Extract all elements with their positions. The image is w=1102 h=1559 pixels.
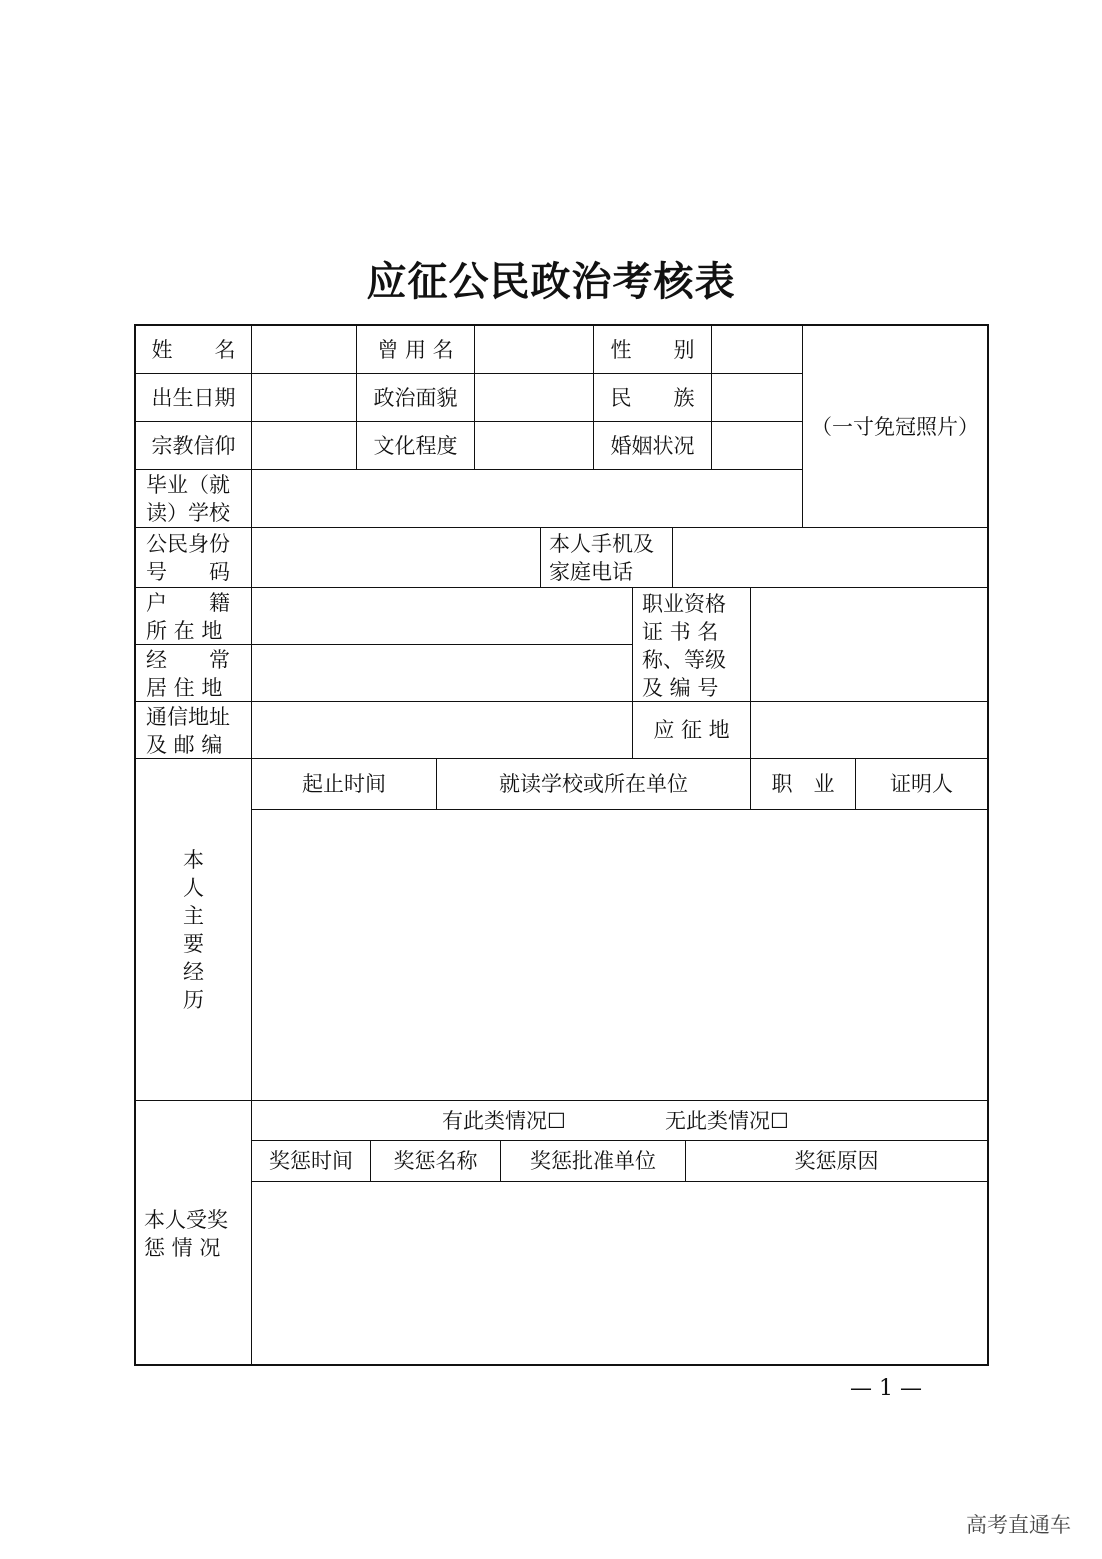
field-birth-date[interactable] [252, 374, 356, 421]
label-cert-line2: 证 书 名 [642, 620, 719, 644]
label-cert-line3: 称、等级 [642, 648, 726, 672]
label-experience-char: 要 [183, 931, 204, 956]
field-certificate[interactable] [751, 588, 987, 701]
header-award-unit: 奖惩批准单位 [530, 1149, 656, 1173]
label-id-number [146, 530, 240, 586]
header-witness: 证明人 [890, 772, 953, 796]
label-gender: 性 别 [610, 337, 695, 362]
label-awards-line1: 本人受奖 [144, 1208, 228, 1232]
label-political-status: 政治面貌 [373, 385, 458, 410]
table-border-bottom [134, 1364, 989, 1366]
grid-line [540, 527, 541, 588]
label-former-name: 曾 用 名 [377, 337, 454, 362]
label-cert-line1: 职业资格 [642, 592, 726, 616]
label-residence-line2: 居 住 地 [146, 675, 223, 700]
label-school-line2: 读）学校 [146, 501, 230, 525]
field-hukou[interactable] [252, 588, 632, 644]
label-address-line1: 通信地址 [146, 704, 230, 729]
label-awards-line2: 惩 情 况 [144, 1236, 221, 1260]
label-ethnicity: 民 族 [610, 385, 695, 410]
header-award-name: 奖惩名称 [393, 1149, 478, 1173]
field-phone[interactable] [673, 528, 987, 587]
label-religion: 宗教信仰 [151, 433, 236, 458]
header-occupation: 职 业 [771, 772, 835, 796]
field-experience[interactable] [252, 810, 987, 1100]
field-id-number[interactable] [252, 528, 540, 587]
label-address [146, 703, 240, 758]
field-ethnicity[interactable] [712, 374, 802, 421]
field-gender[interactable] [712, 326, 802, 373]
label-education: 文化程度 [373, 433, 458, 458]
field-school[interactable] [252, 470, 802, 527]
page-number: — 1 — [850, 1376, 922, 1401]
label-marital-status: 婚姻状况 [610, 433, 695, 458]
field-former-name[interactable] [475, 326, 593, 373]
field-awards[interactable] [252, 1182, 987, 1364]
label-experience-char: 人 [183, 875, 204, 900]
label-phone-line1: 本人手机及 [549, 532, 654, 556]
label-residence [146, 646, 240, 701]
label-hukou-line2: 所 在 地 [146, 618, 223, 643]
field-religion[interactable] [252, 422, 356, 469]
field-education[interactable] [475, 422, 593, 469]
label-phone [549, 530, 665, 586]
label-experience [136, 759, 251, 1100]
label-cert-line4: 及 编 号 [642, 676, 719, 700]
field-marital-status[interactable] [712, 422, 802, 469]
label-experience-char: 本 [183, 847, 204, 872]
field-political-status[interactable] [475, 374, 593, 421]
label-enlist-place: 应 征 地 [653, 718, 730, 742]
label-name: 姓 名 [151, 337, 236, 362]
label-awards [144, 1206, 242, 1262]
label-phone-line2: 家庭电话 [549, 560, 633, 584]
label-certificate [642, 590, 740, 702]
header-school-or-employer: 就读学校或所在单位 [499, 772, 688, 796]
label-school [146, 472, 240, 526]
label-school-line1: 毕业（就 [146, 473, 230, 497]
field-name[interactable] [252, 326, 356, 373]
field-address[interactable] [252, 702, 632, 758]
header-award-reason: 奖惩原因 [794, 1149, 879, 1173]
label-id-line2: 号 码 [146, 560, 230, 584]
label-birth-date: 出生日期 [151, 385, 236, 410]
label-experience-char: 主 [183, 903, 204, 928]
form-title: 应征公民政治考核表 [366, 258, 736, 305]
watermark: 高考直通车 [966, 1513, 1071, 1537]
label-residence-line1: 经 常 [146, 647, 230, 672]
photo-placeholder[interactable]: （一寸免冠照片） [811, 414, 979, 439]
label-address-line2: 及 邮 编 [146, 732, 223, 757]
header-award-time: 奖惩时间 [269, 1149, 353, 1173]
grid-line [134, 1100, 989, 1101]
label-hukou-line1: 户 籍 [146, 590, 230, 615]
label-experience-char: 历 [183, 987, 204, 1012]
field-enlist-place[interactable] [751, 702, 987, 758]
table-border-right [987, 324, 989, 1366]
checkbox-no-awards[interactable]: 无此类情况☐ [665, 1109, 789, 1133]
label-experience-char: 经 [183, 959, 204, 984]
label-hukou [146, 589, 240, 644]
label-id-line1: 公民身份 [146, 532, 230, 556]
checkbox-has-awards[interactable]: 有此类情况☐ [442, 1109, 566, 1133]
field-residence[interactable] [252, 645, 632, 701]
header-period: 起止时间 [302, 772, 386, 796]
